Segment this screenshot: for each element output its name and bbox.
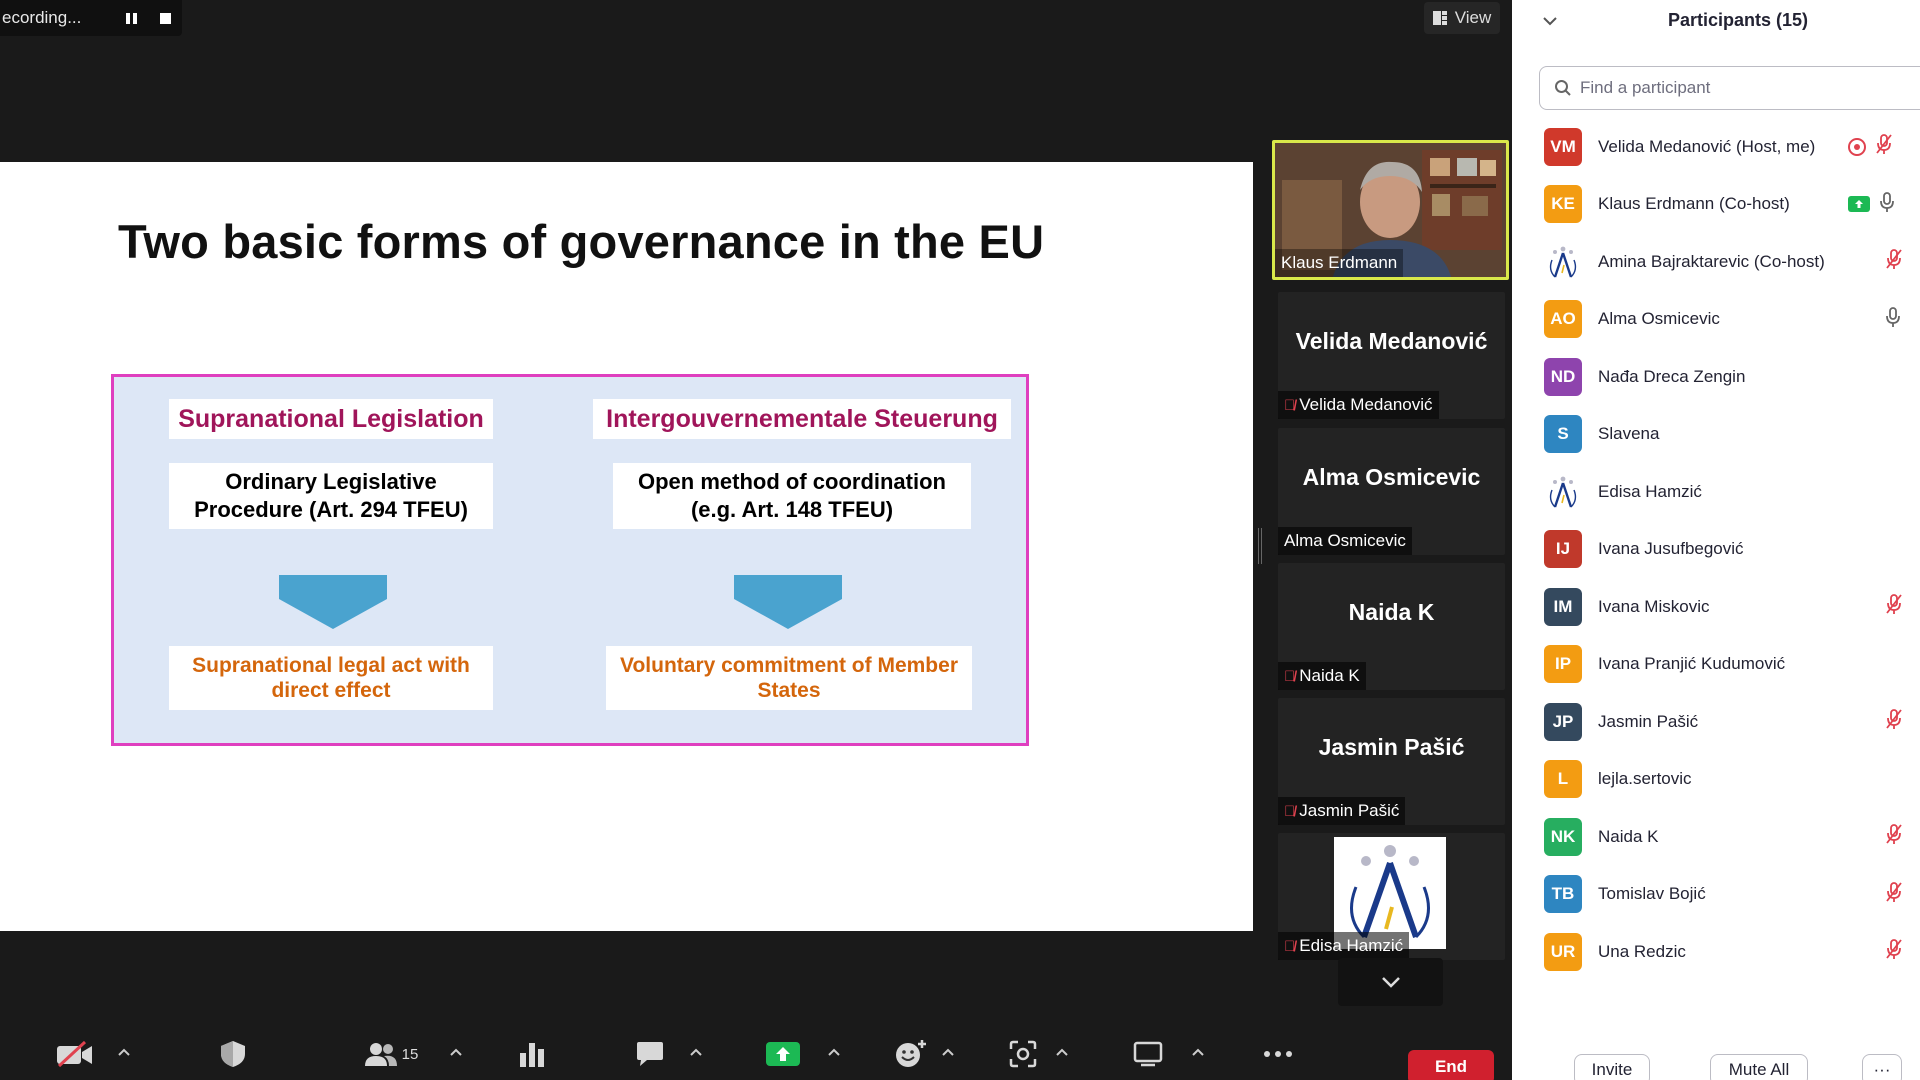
screen-share-icon	[1848, 196, 1870, 212]
stop-recording-button[interactable]	[148, 1, 182, 35]
right-procedure-line2: (e.g. Art. 148 TFEU)	[690, 497, 894, 522]
mic-on-icon	[1880, 191, 1894, 218]
recording-icon	[1848, 138, 1866, 156]
tile-display-name: Naida K	[1348, 599, 1435, 625]
active-speaker-name: Klaus Erdmann	[1281, 253, 1398, 272]
chevron-up-icon	[942, 1048, 954, 1056]
video-tile[interactable]	[1278, 698, 1505, 825]
right-down-arrow-icon	[734, 575, 842, 629]
participant-status-icons	[1886, 823, 1902, 850]
chevron-down-icon	[1543, 17, 1557, 26]
participant-avatar: JP	[1544, 703, 1582, 741]
recording-indicator	[0, 0, 182, 36]
participant-name: Naida K	[1598, 826, 1659, 846]
mic-off-icon	[1886, 248, 1902, 275]
participant-avatar: S	[1544, 415, 1582, 453]
left-result-line2: direct effect	[271, 679, 391, 702]
participant-status-icons	[1886, 306, 1900, 333]
participant-status-icons	[1886, 248, 1902, 275]
participant-name: Jasmin Pašić	[1598, 711, 1699, 731]
video-tile[interactable]	[1278, 292, 1505, 419]
mic-off-icon: 🎙̸	[1284, 937, 1296, 955]
participants-options-caret[interactable]	[448, 1044, 464, 1060]
participant-avatar: L	[1544, 760, 1582, 798]
mic-off-icon	[1876, 133, 1892, 160]
chevron-up-icon	[828, 1048, 840, 1056]
chat-button[interactable]	[630, 1034, 670, 1074]
start-video-button[interactable]	[50, 1034, 100, 1074]
chevron-up-icon	[118, 1048, 130, 1056]
security-icon	[219, 1039, 247, 1069]
participant-row[interactable]	[1512, 291, 1920, 349]
security-button[interactable]	[210, 1034, 256, 1074]
participant-row[interactable]	[1512, 693, 1920, 751]
participants-count: 15	[401, 1045, 419, 1063]
participants-icon	[364, 1041, 398, 1067]
participant-row[interactable]	[1512, 751, 1920, 809]
tile-display-name: Velida Medanović	[1295, 328, 1488, 354]
share-screen-icon	[765, 1040, 801, 1068]
tile-name-label	[1278, 797, 1405, 825]
participant-name: Ivana Pranjić Kudumović	[1598, 654, 1786, 674]
right-column-heading: Intergouvernementale Steuerung	[593, 399, 1011, 439]
participant-search-input[interactable]	[1580, 78, 1880, 98]
mic-off-icon	[1886, 938, 1902, 965]
participant-row[interactable]	[1512, 578, 1920, 636]
chat-options-caret[interactable]	[688, 1044, 704, 1060]
right-result-line1: Voluntary commitment of Member	[620, 654, 958, 677]
mic-off-icon	[1886, 881, 1902, 908]
tile-name: Jasmin Pašić	[1299, 801, 1400, 820]
tile-name: Naida K	[1299, 666, 1360, 685]
scroll-video-strip-down-button[interactable]	[1338, 958, 1443, 1006]
participant-status-icons	[1886, 708, 1902, 735]
video-off-icon	[55, 1040, 95, 1068]
participant-avatar: IP	[1544, 645, 1582, 683]
participant-avatar	[1544, 243, 1582, 281]
participant-row[interactable]	[1512, 636, 1920, 694]
collapse-panel-button[interactable]	[1532, 3, 1568, 39]
right-result-box	[606, 646, 972, 710]
tile-name-label	[1278, 527, 1412, 555]
pause-icon	[126, 13, 137, 24]
left-result-box	[169, 646, 493, 710]
participant-avatar: ND	[1544, 358, 1582, 396]
participant-row[interactable]	[1512, 923, 1920, 981]
participant-row[interactable]	[1512, 521, 1920, 579]
participant-avatar: KE	[1544, 185, 1582, 223]
participant-status-icons	[1886, 938, 1902, 965]
apps-options-caret[interactable]	[1054, 1044, 1070, 1060]
tile-name-label	[1278, 391, 1439, 419]
participant-name: Ivana Miskovic	[1598, 596, 1710, 616]
left-down-arrow-icon	[279, 575, 387, 629]
chevron-up-icon	[690, 1048, 702, 1056]
participant-avatar: TB	[1544, 875, 1582, 913]
participant-name: Slavena	[1598, 424, 1660, 444]
reactions-options-caret[interactable]	[940, 1044, 956, 1060]
chevron-up-icon	[1056, 1048, 1068, 1056]
video-tile[interactable]	[1278, 563, 1505, 690]
right-result-line2: States	[757, 679, 821, 702]
organization-logo-icon	[1546, 475, 1580, 509]
whiteboard-icon	[1133, 1041, 1163, 1067]
left-procedure-box	[169, 463, 493, 529]
video-tile-active-speaker[interactable]	[1272, 140, 1509, 280]
mute-all-button[interactable]: Mute All	[1710, 1054, 1808, 1080]
pause-recording-button[interactable]	[114, 1, 148, 35]
participant-avatar: IM	[1544, 588, 1582, 626]
polls-button[interactable]	[512, 1034, 552, 1074]
meeting-toolbar	[0, 1030, 1512, 1080]
stop-icon	[160, 13, 171, 24]
participant-search-box[interactable]	[1539, 66, 1920, 110]
end-meeting-button[interactable]: End	[1408, 1050, 1494, 1080]
participant-status-icons	[1848, 133, 1892, 160]
resize-handle[interactable]	[1258, 528, 1262, 564]
tile-display-name: Jasmin Pašić	[1318, 734, 1465, 760]
tile-name: Edisa Hamzić	[1299, 936, 1404, 955]
polls-icon	[518, 1041, 546, 1067]
participant-avatar: VM	[1544, 128, 1582, 166]
left-column-heading: Supranational Legislation	[169, 399, 493, 439]
search-icon	[1554, 79, 1572, 97]
participant-name: Ivana Jusufbegović	[1598, 539, 1744, 559]
view-layout-icon	[1433, 11, 1447, 25]
participant-row[interactable]	[1512, 808, 1920, 866]
right-procedure-box	[613, 463, 971, 529]
recording-status-text: ecording...	[2, 8, 82, 27]
participant-name: Una Redzic	[1598, 941, 1686, 961]
participant-name: Amina Bajraktarevic (Co-host)	[1598, 251, 1825, 271]
more-button[interactable]	[1258, 1034, 1298, 1074]
tile-display-name: Alma Osmicevic	[1302, 464, 1481, 490]
mic-off-icon: 🎙̸	[1284, 802, 1296, 820]
chevron-down-icon	[1381, 976, 1401, 988]
participant-status-icons	[1848, 191, 1894, 218]
participant-name: lejla.sertovic	[1598, 769, 1692, 789]
participant-row[interactable]	[1512, 406, 1920, 464]
video-tile[interactable]	[1278, 428, 1505, 555]
mic-off-icon	[1886, 708, 1902, 735]
participant-name: Nađa Dreca Zengin	[1598, 366, 1746, 386]
governance-diagram	[111, 374, 1029, 746]
slide-title: Two basic forms of governance in the EU	[118, 215, 1045, 268]
view-button-label: View	[1454, 8, 1492, 27]
left-procedure-line1: Ordinary Legislative	[225, 469, 437, 494]
participant-name: Velida Medanović (Host, me)	[1598, 136, 1816, 156]
view-button[interactable]	[1424, 2, 1500, 34]
mic-off-icon: 🎙̸	[1284, 667, 1296, 685]
participants-button[interactable]	[360, 1034, 422, 1074]
mic-on-icon	[1886, 306, 1900, 333]
left-result-line1: Supranational legal act with	[192, 654, 470, 677]
participant-name: Klaus Erdmann (Co-host)	[1598, 194, 1790, 214]
participant-row[interactable]	[1512, 176, 1920, 234]
participants-panel-footer	[1512, 1046, 1920, 1080]
tile-name: Velida Medanović	[1299, 395, 1433, 414]
right-procedure-line1: Open method of coordination	[638, 469, 946, 494]
left-procedure-line2: Procedure (Art. 294 TFEU)	[194, 497, 468, 522]
participant-row[interactable]	[1512, 348, 1920, 406]
participant-avatar: AO	[1544, 300, 1582, 338]
tile-name-label	[1278, 932, 1409, 960]
mic-off-icon: 🎙̸	[1284, 396, 1296, 414]
participant-status-icons	[1886, 881, 1902, 908]
apps-icon	[1009, 1040, 1037, 1068]
participant-avatar: NK	[1544, 818, 1582, 856]
chat-icon	[635, 1040, 665, 1068]
invite-button[interactable]: Invite	[1574, 1054, 1650, 1080]
video-tile[interactable]	[1278, 833, 1505, 960]
participant-status-icons	[1886, 593, 1902, 620]
shared-screen-slide	[0, 162, 1253, 931]
participant-row[interactable]	[1512, 866, 1920, 924]
participant-name: Edisa Hamzić	[1598, 481, 1702, 501]
participants-panel-title: Participants (15)	[1668, 10, 1809, 30]
tile-name: Alma Osmicevic	[1284, 531, 1406, 550]
more-options-button[interactable]: ···	[1862, 1054, 1902, 1080]
share-screen-button[interactable]	[762, 1034, 804, 1074]
mic-off-icon	[1886, 593, 1902, 620]
participant-avatar: UR	[1544, 933, 1582, 971]
participant-row[interactable]	[1512, 233, 1920, 291]
participant-avatar: IJ	[1544, 530, 1582, 568]
participant-row[interactable]	[1512, 463, 1920, 521]
whiteboard-button[interactable]	[1128, 1034, 1168, 1074]
more-icon	[1263, 1050, 1293, 1058]
reactions-button[interactable]	[890, 1034, 932, 1074]
apps-button[interactable]	[1004, 1034, 1042, 1074]
share-options-caret[interactable]	[826, 1044, 842, 1060]
reactions-icon	[894, 1039, 928, 1069]
organization-logo-icon	[1546, 245, 1580, 279]
participant-avatar	[1544, 473, 1582, 511]
tile-name-label	[1278, 662, 1366, 690]
participant-name: Alma Osmicevic	[1598, 309, 1720, 329]
active-speaker-name-label	[1275, 249, 1403, 277]
participant-list	[1512, 118, 1920, 981]
chevron-up-icon	[450, 1048, 462, 1056]
participant-name: Tomislav Bojić	[1598, 884, 1706, 904]
video-options-caret[interactable]	[116, 1044, 132, 1060]
whiteboard-options-caret[interactable]	[1190, 1044, 1206, 1060]
participants-panel	[1512, 0, 1920, 1080]
mic-off-icon	[1886, 823, 1902, 850]
participant-row[interactable]	[1512, 118, 1920, 176]
chevron-up-icon	[1192, 1048, 1204, 1056]
